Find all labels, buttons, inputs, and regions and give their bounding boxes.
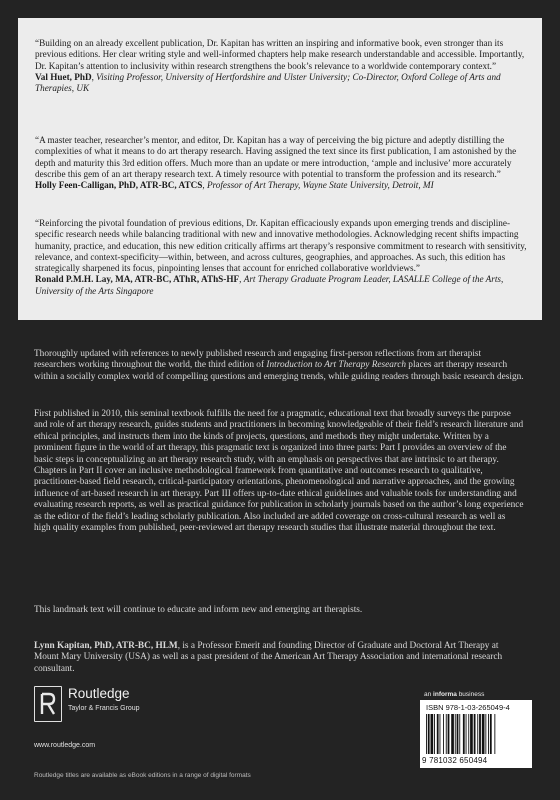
barcode [420,700,532,768]
description-text: places art therapy research within a socially complex world of compelling questions and emerging trends, while guiding readers through basic research design. [34,360,524,382]
endorsement-name: Val Huet, PhD [35,71,92,82]
endorsement-quote: “Building on an already excellent publication, Dr. Kapitan has written an inspiring and informative book, even stronger than its previous editions. Her clear writing style and well-informed chapters help make research understandable and accessible. Importantly, Dr. Kapitan’s attention to inclusivity within research strengthens the book’s relevance to a worldwide contemporary context.” [35,38,525,71]
author-name: Lynn Kapitan, PhD, ATR-BC, HLM [34,641,178,651]
routledge-r-icon [34,686,62,722]
book-title: Introduction to Art Therapy Research [266,360,406,371]
endorsement-attribution: Holly Feen-Calligan, PhD, ATR-BC, ATCS, Professor of Art Therapy, Wayne State University, Detroit, MI [35,180,434,191]
informa-brand: informa [433,691,457,698]
endorsement-1 [35,38,527,94]
publisher-logo [34,686,234,748]
publisher-name: Routledge [68,686,130,701]
informa-business [424,691,484,698]
endorsement-attribution: Ronald P.M.H. Lay, MA, ATR-BC, AThR, AThS-HF, Art Therapy Graduate Program Leader, LASALLE College of the Arts, University of the Arts Singapore [35,274,504,296]
isbn-label: ISBN 978-1-03-265049-4 [426,703,510,712]
description-text: Thoroughly updated with references to newly published research and engaging first-person reflections from art therapist researchers working throughout the world, the third edition of [34,349,482,371]
endorsement-affiliation: Professor of Art Therapy, Wayne State University, Detroit, MI [206,180,434,191]
endorsement-name: Ronald P.M.H. Lay, MA, ATR-BC, AThR, AThS-HF [35,274,240,285]
endorsement-quote: “Reinforcing the pivotal foundation of previous editions, Dr. Kapitan efficaciously expands upon emerging trends and discipline-specific research needs while balancing traditional with new and innovative methodologies. Acknowledging recent shifts impacting humanity, practice, and education, this new edition critically affirms art therapy’s responsive commitment to research with sensitivity, relevance, and context-specificity—within, between, and across cultures, geographies, and approaches. As such, this edition has strategically sharpened its focus, pinpointing lenses that account for enriched collaborative worldviews.” [35,218,527,274]
description-text: This landmark text will continue to educate and inform new and emerging art therapists. [34,605,363,615]
endorsement-affiliation: Art Therapy Graduate Program Leader, LASALLE College of the Arts, University of the Arts Singapore [35,274,504,296]
description-intro [34,349,524,383]
endorsement-3 [35,218,527,297]
informa-text: an [424,691,434,698]
endorsement-name: Holly Feen-Calligan, PhD, ATR-BC, ATCS [35,180,203,191]
publisher-subtitle: Taylor & Francis Group [68,705,140,712]
publisher-url[interactable]: www.routledge.com [34,742,96,749]
description-main [34,409,524,534]
author-bio [34,641,524,675]
description-closing [34,605,524,616]
description-text: First published in 2010, this seminal textbook fulfills the need for a pragmatic, educational text that broadly surveys the purpose and role of art therapy research, guides students and practitioners in becoming knowledgeable of their field’s research literature and ethical principles, and instructs them into the kinds of projects, questions, and methods they might undertake. Written by a prominent figure in the world of art therapy, this pragmatic text is organized into three parts: Part I provides an overview of the basic steps in conceptualizing an art therapy research study, with an emphasis on perspectives that are intrinsic to art therapy. Chapters in Part II cover an inclusive methodological framework from quantitative and outcomes research to qualitative, practitioner-based field research, critical-participatory orientations, phenomenological and narrative approaches, and the growing influence of art-based research in art therapy. Part III offers up-to-date ethical guidelines and valuable tools for understanding and evaluating research reports, as well as practical guidance for publication in scholarly journals based on the author’s long experience as the editor of the field’s leading scholarly publication. Also included are added coverage on cross-cultural research as well as high quality examples from published, peer-reviewed art therapy research studies that illustrate material throughout the text. [34,409,524,534]
endorsement-2 [35,135,527,191]
barcode-digits: 9 781032 650494 [422,756,488,765]
informa-text: business [456,691,485,698]
ebook-note: Routledge titles are available as eBook editions in a range of digital formats [34,772,251,779]
barcode-bars [426,714,526,754]
author-bio-text: , is a Professor Emerit and founding Director of Graduate and Doctoral Art Therapy at Mount Mary University (USA) as well as a past president of the American Art Therapy Association and international research consultant. [34,641,503,674]
endorsement-affiliation: Visiting Professor, University of Hertfordshire and Ulster University; Co-Director, Oxford College of Arts and Therapies, UK [35,71,501,94]
endorsements-panel [18,18,542,320]
endorsement-quote: “A master teacher, researcher’s mentor, and editor, Dr. Kapitan has a way of perceiving the big picture and adeptly distilling the complexities of what it means to do art therapy research. Having assigned the text since its first publication, I am astonished by the depth and maturity this 3rd edition offers. Much more than an update or mere introduction, ‘ample and inclusive’ more accurately describe this gem of an art therapy research text. A timely resource with potential to transform the profession and its research.” [35,135,517,179]
endorsement-attribution: Val Huet, PhD, Visiting Professor, University of Hertfordshire and Ulster University; Co-Director, Oxford College of Arts and Therapies, UK [35,71,501,94]
